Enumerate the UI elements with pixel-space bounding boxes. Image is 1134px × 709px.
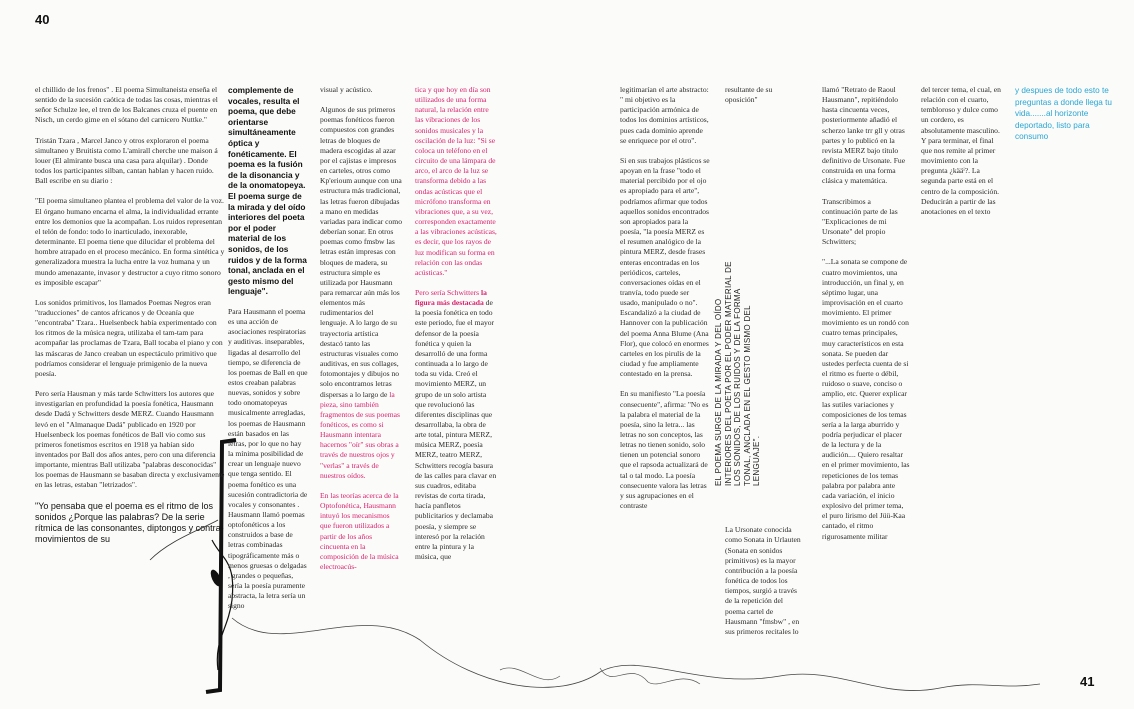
paragraph: legitimarían el arte abstracto: " mi objetivo es la participación armónica de todos los dominios artísticos, pues cada dominio aprende se enriquece por el otro". — [620, 85, 709, 145]
paragraph: "El poema simultaneo plantea el problema del valor de la voz. El órgano humano encarna el alma, la individualidad errante entre los demonios que la acompañan. Los ruidos representan el telón de fondo: todo lo inarticulado, inexorable, determinante. El poema tiene que dilucidar el problema del hombre atrapado en el proceso mecánico. En forma sintética y generalizadora muestra la lucha entre la voz humana y un mundo amenazante, invasor y destructor a cuyo ritmo sonoro es imposible escapar" — [35, 196, 225, 287]
paragraph: tica y que hoy en día son utilizados de una forma natural, la relación entre las vibraciones de los sonidos musicales y la oscilación de la luz: "Si se coloca un teléfono en el circuito de una lámpara de arco, el arco de la luz se transforma debido a las ondas acústicas que el micrófono transforma en vibraciones que, a su vez, corresponden exactamente a las vibraciones acústicas, es decir, que los rayos de luz modifican su forma en relación con las ondas acústicas." — [415, 85, 497, 277]
paragraph: del tercer tema, el cual, en relación con el cuarto, tembloroso y dulce como un cordero, es absolutamente masculino. Y para terminar, el final que nos remite al primer movimiento con la pregunta ¿kääⁱ?. La segunda parte está en el centro de la composición. Deducirán a partir de las anotaciones en el texto — [921, 85, 1001, 216]
quote: complemente de vocales, resulta el poema, que debe orientarse simultáneamente óptica y fonéticamente. El poema es la fusión de la disonancia y de la onomatopeya. El poema surge de la mirada y del oído interiores del poeta por el poder material de los sonidos, de los ruidos y de la forma tonal, anclada en el gesto mismo del lenguaje". — [228, 85, 307, 297]
paragraph: llamó "Retrato de Raoul Hausmann", repitiéndolo hasta cincuenta veces, posteriormente añadió el scherzo lanke trr gll y otras partes y lo publicó en la revista MERZ bajo título definitivo de Ursonate. Fue construida en una forma clásica y matemática. — [822, 85, 906, 186]
paragraph: el chillido de los frenos" . El poema Simultaneista enseña el sentido de la sucesión caótica de todas las cosas, mientras el señor Schulze lee, el tren de los Balcanes cruza el puente en Nisch, un cerdo gime en el sótano del carnicero Nuttke." — [35, 85, 218, 125]
paragraph: Si en sus trabajos plásticos se apoyan en la frase "todo el material percibido por el ojo es apropiado para el arte", podríamos afirmar que todos aquellos sonidos encontrados son apropiados para la poesía, "la poesía MERZ es el resumen analógico de la pintura MERZ, desde frases enteras encontradas en los periódicos, carteles, conversaciones oídas en el tranvía, todo puede ser usado, manipulado o no". Escandalizó a la ciudad de Hannover con la publicación del poema Anna Blume (Ana Flor), que colocó en enormes carteles en los pirulís de la ciudad y fue ampliamente contestado en la prensa. — [620, 155, 710, 379]
paragraph: y despues de todo esto te preguntas a donde llega tu vida.......al horizonte deportado, listo para consumo — [1015, 86, 1112, 141]
paragraph: resultante de su oposición" — [725, 85, 773, 105]
paragraph: En su manifiesto "La poesía consecuente", afirma: "No es la palabra el material de la poesía, sino la letra... las letras no son conceptos, las letras no tienen sonido, solo tienen un potencial sonoro que el rapsoda actualizará de tal o tal modo. La poesía consecuente valora las letras y sus agrupaciones en el contraste — [620, 389, 709, 511]
paragraph: Transcribimos a continuación parte de las "Explicaciones de mi Ursonate" del propio Schwitters; — [822, 196, 898, 247]
paragraph: La Ursonate conocida como Sonata in Urlauten (Sonata en sonidos primitivos) es la mayor contribución a la poesía fonética de todos los tiempos, surgió a través de la repetición del poema cartel de Hausmann "fmsbw" , en sus primeros recitales lo — [725, 525, 801, 636]
paragraph: En las teorías acerca de la Optofonética, Hausmann intuyó los mecanismos que fueron utilizados a partir de los años cincuenta en la composición de la música electroacús- — [320, 490, 399, 572]
column-4 — [415, 85, 499, 675]
page-number-right: 41 — [1080, 674, 1095, 689]
column-9 — [1015, 85, 1115, 205]
paragraph: Pero sería Hausman y más tarde Schwitters los autores que investigarían en profundidad la poesía fonética, Hausmann desde Dadá y Schwitters desde MERZ. Cuando Hausmann levó en el "Almanaque Dadá" publicado en 1920 por Huelsenbeck los poemas fonéticos de Ball vio como sus primeros fonetismos escritos en 1918 ya habían sido inventados por Ball dos años antes, pero con una diferencia importante, mientras Ball utilizaba "palabras desconocidas" los poemas de Hausmann se basaban directa y exclusivamente en las letras, estaban "letrizados". — [35, 389, 225, 490]
page-number-left: 40 — [35, 12, 50, 27]
column-3 — [320, 85, 402, 675]
column-2 — [228, 85, 308, 675]
column-1 — [35, 85, 225, 675]
paragraph: "...La sonata se compone de cuatro movimientos, una introducción, un final y, en séptimo lugar, una improvisación en el cuarto movimiento. El primer movimiento es un rondó con cuatro temas principales, muy característicos en esta sonata. Se pueden dar ustedes perfecta cuenta de si el ritmo es fuerte o débil, ruidoso o suave, conciso o amplio, etc. Querer explicar las sutiles variaciones y composiciones de los temas sería a la larga aburrido y podría perjudicar el placer de la lectura y de la audición.... Quiero resaltar en el primer movimiento, las repeticiones de los temas palabra por palabra ante cada variación, el inicio explosivo del primer tema, el puro lirismo del Jüü-Kaa cantado, el ritmo rigurosamente militar — [822, 257, 910, 541]
quote: "Yo pensaba que el poema es el ritmo de los sonidos ¿Porque las palabras? De la serie rítmica de las consonantes, diptongos y contra-movimientos de su — [35, 500, 224, 544]
highlighted-text: la pieza, sino también fragmentos de sus poemas fonéticos, es como si Hausmann intentara hacernos "oír" sus obras a través de nuestros ojos y "verlas" a través de nuestros oídos. — [320, 389, 400, 480]
column-5 — [620, 85, 710, 675]
paragraph — [415, 288, 499, 562]
column-7 — [822, 85, 910, 675]
vertical-pull-quote: EL POEMA SURGE DE LA MIRADA Y DEL OÍDO INTERIORES DEL POETA POR EL PODER MATERIAL DE LOS SONIDOS, DE LOS RUIDOS Y DE LA FORMA TONAL, ANCLADA EN EL GESTO MISMO DEL LENGUAJE". — [714, 261, 762, 486]
paragraph: Los sonidos primitivos, los llamados Poemas Negros eran "traducciones" de cantos africanos y de Oceanía que "encontraba" Tzara.. Huelsenbeck había experimentado con los ritmos de la música negra, utilizaba el tam-tam para acompañar las proclamas de Tzara, Ball tocaba el piano y con las máscaras de Janco creaban un espectáculo primitivo que podríamos considerar el lenguaje primigenio de la nueva poesía. — [35, 297, 223, 378]
highlighted-text: la figura más destacada — [415, 287, 487, 308]
column-8 — [921, 85, 1006, 675]
paragraph — [320, 105, 402, 481]
paragraph: visual y acústico. — [320, 85, 373, 94]
paragraph: Tristán Tzara , Marcel Janco y otros exploraron el poema simultaneo y Bruitista como L'amirall cherche une maison á louer (El almirante busca una casa para alquilar) . Donde todos los participantes silban, cantan hablan y hacen ruido. Ball escribe en su diario : — [35, 135, 218, 186]
paragraph: Para Hausmann el poema es una acción de asociaciones respiratorias y auditivas. inseparables, ligadas al desarrollo del tiempo, se diferencia de los poemas de Ball en que estos creaban palabras nuevas, sonidos y sobre todo onomatopeyas musicalmente arregladas, los poemas de Hausmann están basados en las letras, por lo que no hay la mínima posibilidad de crear un lenguaje nuevo que tenga sentido. El poema fonético es una sucesión contradictoria de vocales y consonantes . Hausmann llamó poemas optofonéticos a los construidos a base de letras combinadas tipográficamente más o menos gruesas o delgadas , grandes o pequeñas, sería la poesía puramente abstracta, la letra sería un signo — [228, 306, 308, 611]
text: Algunos de sus primeros poemas fonéticos fueron compuestos con grandes letras de bloques de madera escogidas al azar por el cajistas e impresos en carteles, otros como Kp'erioum aunque con una estructura más tradicional, las letras fueron dibujadas a mano en medidas variadas para indicar como deberían sonar. En otros poemas como fmsbw las letras están impresas con bloques de madera, su estructura simple es utilizada por Hausmann para remarcar aún más los elementos más rudimentarios del lenguaje. A lo largo de su trayectoria artística destacó tanto las estructuras visuales como auditivas, en sus collages, fotomontajes y dibujos no solo encontramos letras dispersas a lo largo de — [320, 105, 402, 399]
text: Pero sería Schwitters — [415, 287, 480, 297]
text: de la poesía fonética en todo este periodo, fue el mayor defensor de la poesía fonética y quien la desarrolló de una forma continuada a lo largo de toda su vida. Creó el movimiento MERZ, un grupo de un solo artista que revolucionó las diferentes disciplinas que desarrollaba, la obra de arte total, pintura MERZ, música MERZ, poesía MERZ, teatro MERZ, Schwitters recogía basura de las calles para clavar en sus cuadros, editaba revistas de corta tirada, hacía panfletos publicitarios y declamaba poesía, y siempre se interesó por la relación entre la pintura y la música, que — [415, 298, 497, 562]
